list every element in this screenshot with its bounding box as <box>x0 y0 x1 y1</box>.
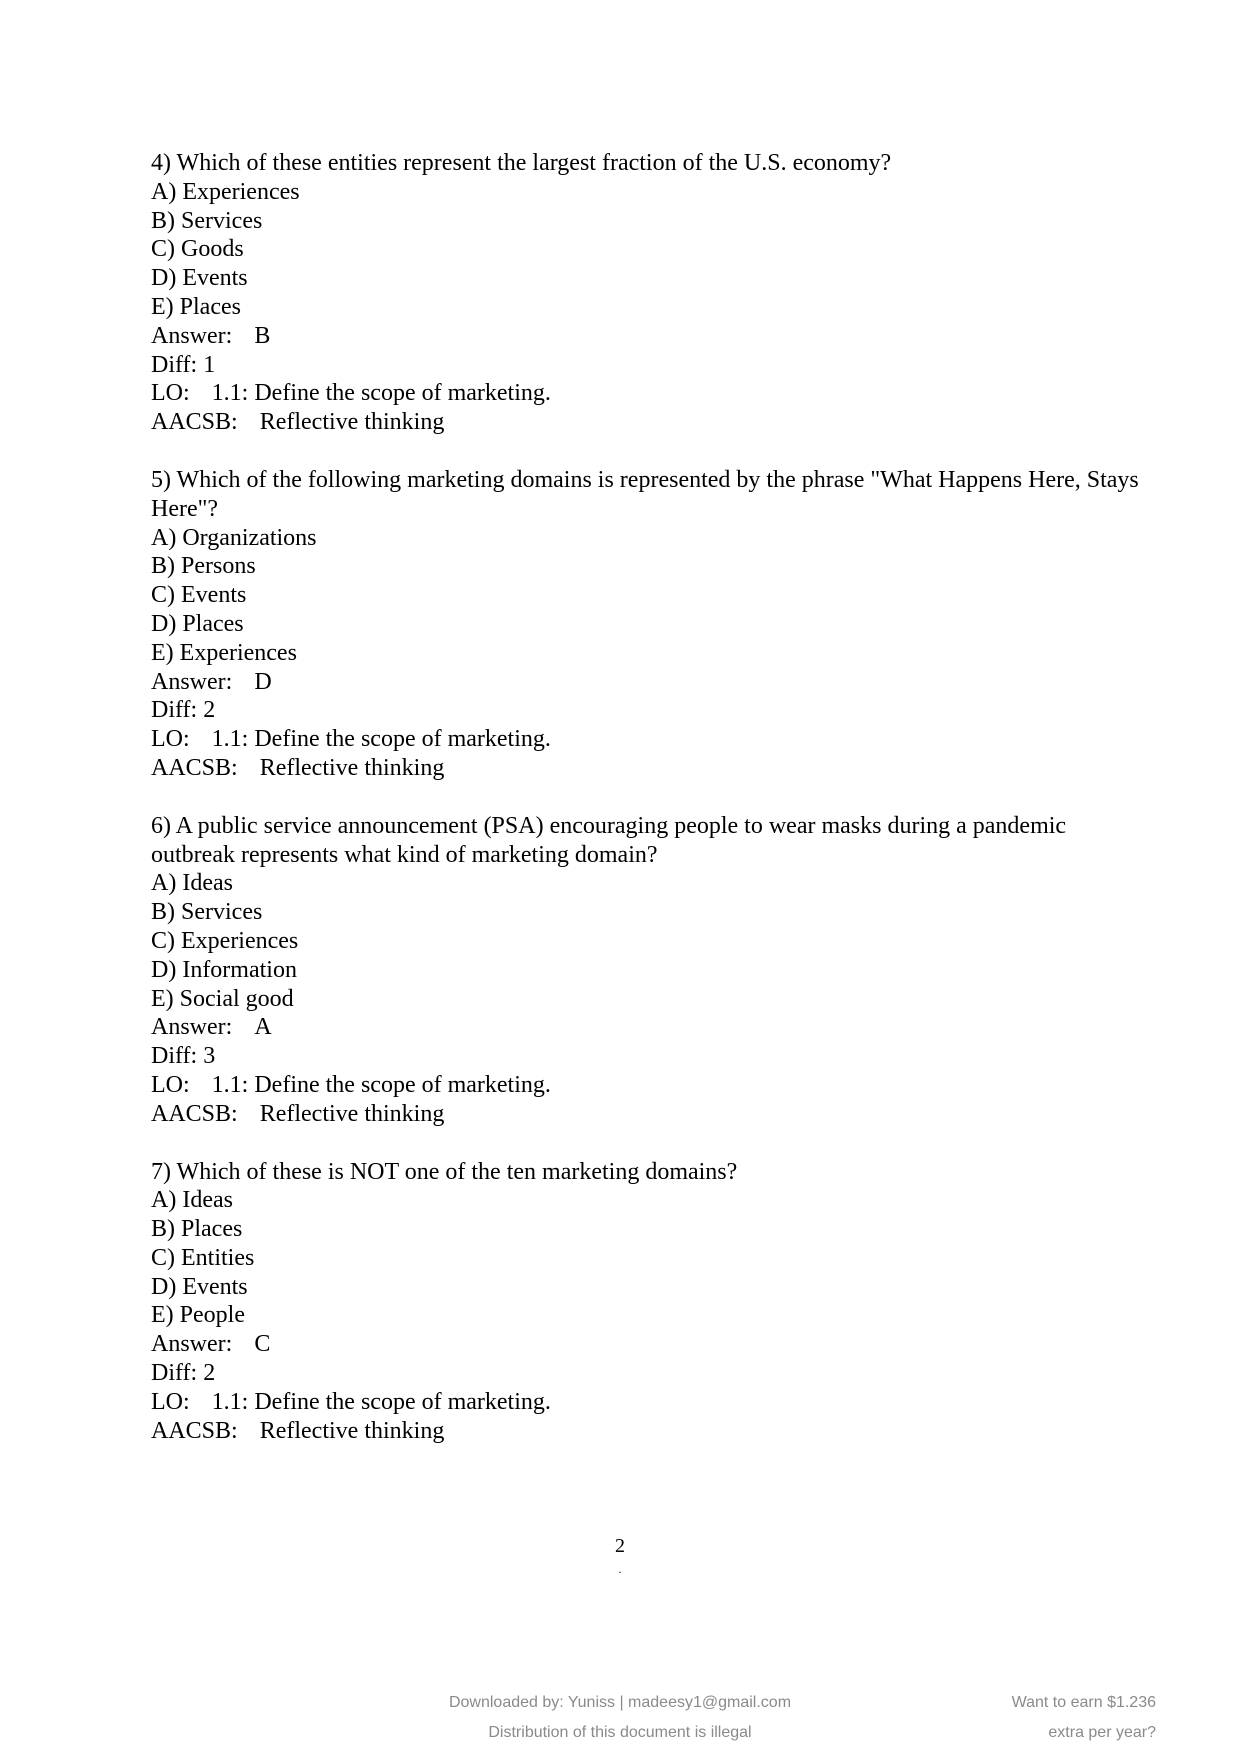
aacsb-label: AACSB: <box>151 409 238 436</box>
lo-value: 1.1: Define the scope of marketing. <box>211 1071 551 1098</box>
option-e: E) Experiences <box>151 639 297 666</box>
option-c: C) Events <box>151 582 247 609</box>
question-list <box>151 149 1139 1445</box>
option-b: B) Persons <box>151 553 256 580</box>
answer-value: A <box>254 1014 272 1041</box>
answer-line <box>151 1013 1131 1042</box>
lo-value: 1.1: Define the scope of marketing. <box>211 726 551 753</box>
aacsb <box>151 1417 1131 1446</box>
aacsb <box>151 754 1131 783</box>
answer-value: C <box>254 1331 271 1358</box>
option-d: D) Places <box>151 610 244 637</box>
aacsb <box>151 1100 1131 1129</box>
option-e: E) Places <box>151 293 241 320</box>
downloaded-by-text: Downloaded by: Yuniss | madeesy1@gmail.com <box>448 1694 792 1711</box>
answer-label: Answer: <box>151 322 233 349</box>
learning-objective <box>151 1388 1131 1417</box>
page-number-dot: . <box>618 1562 622 1576</box>
answer-label: Answer: <box>151 1014 233 1041</box>
aacsb-value: Reflective thinking <box>259 409 445 436</box>
option-d: D) Information <box>151 956 297 983</box>
aacsb-value: Reflective thinking <box>259 1100 445 1127</box>
option-a: A) Ideas <box>151 1187 233 1214</box>
lo-label: LO: <box>151 380 190 407</box>
learning-objective <box>151 379 1131 408</box>
question-stem: 5) Which of the following marketing domains is represented by the phrase "What Happens Here, Stays Here"? <box>151 466 1139 522</box>
option-c: C) Experiences <box>151 927 299 954</box>
promo-line-1[interactable]: Want to earn $1.236 <box>1011 1694 1156 1711</box>
download-notice <box>420 1688 820 1748</box>
option-e: E) People <box>151 1302 245 1329</box>
question-6 <box>151 812 1131 1129</box>
answer-line <box>151 668 1131 697</box>
difficulty: Diff: 2 <box>151 1360 216 1387</box>
option-d: D) Events <box>151 1273 248 1300</box>
lo-label: LO: <box>151 1071 190 1098</box>
answer-line <box>151 1330 1131 1359</box>
aacsb-label: AACSB: <box>151 754 238 781</box>
option-d: D) Events <box>151 265 248 292</box>
answer-value: B <box>254 322 271 349</box>
difficulty: Diff: 3 <box>151 1043 216 1070</box>
question-stem: 7) Which of these is NOT one of the ten marketing domains? <box>151 1158 738 1185</box>
option-b: B) Services <box>151 207 263 234</box>
question-4 <box>151 149 1131 437</box>
question-5 <box>151 466 1139 783</box>
promo-line-2[interactable]: extra per year? <box>1048 1724 1156 1741</box>
aacsb <box>151 408 1131 437</box>
difficulty: Diff: 2 <box>151 697 216 724</box>
aacsb-label: AACSB: <box>151 1100 238 1127</box>
lo-label: LO: <box>151 726 190 753</box>
question-stem: 6) A public service announcement (PSA) encouraging people to wear masks during a pandemic outbreak represents what kind of marketing domain? <box>151 812 1067 868</box>
option-a: A) Experiences <box>151 178 300 205</box>
learning-objective <box>151 1071 1131 1100</box>
aacsb-value: Reflective thinking <box>259 754 445 781</box>
page-number: 2 <box>615 1535 625 1557</box>
lo-label: LO: <box>151 1388 190 1415</box>
option-a: A) Organizations <box>151 524 317 551</box>
answer-value: D <box>254 668 272 695</box>
lo-value: 1.1: Define the scope of marketing. <box>211 380 551 407</box>
difficulty: Diff: 1 <box>151 351 216 378</box>
option-a: A) Ideas <box>151 870 233 897</box>
aacsb-value: Reflective thinking <box>259 1417 445 1444</box>
option-b: B) Services <box>151 899 263 926</box>
learning-objective <box>151 725 1131 754</box>
option-b: B) Places <box>151 1216 243 1243</box>
answer-line <box>151 322 1131 351</box>
earn-promo-link[interactable] <box>960 1688 1156 1748</box>
option-c: C) Entities <box>151 1244 255 1271</box>
answer-label: Answer: <box>151 1331 233 1358</box>
option-e: E) Social good <box>151 985 294 1012</box>
lo-value: 1.1: Define the scope of marketing. <box>211 1388 551 1415</box>
question-7 <box>151 1158 1131 1446</box>
aacsb-label: AACSB: <box>151 1417 238 1444</box>
distribution-warning: Distribution of this document is illegal <box>488 1724 752 1741</box>
question-stem: 4) Which of these entities represent the largest fraction of the U.S. economy? <box>151 150 892 176</box>
option-c: C) Goods <box>151 236 244 263</box>
answer-label: Answer: <box>151 668 233 695</box>
